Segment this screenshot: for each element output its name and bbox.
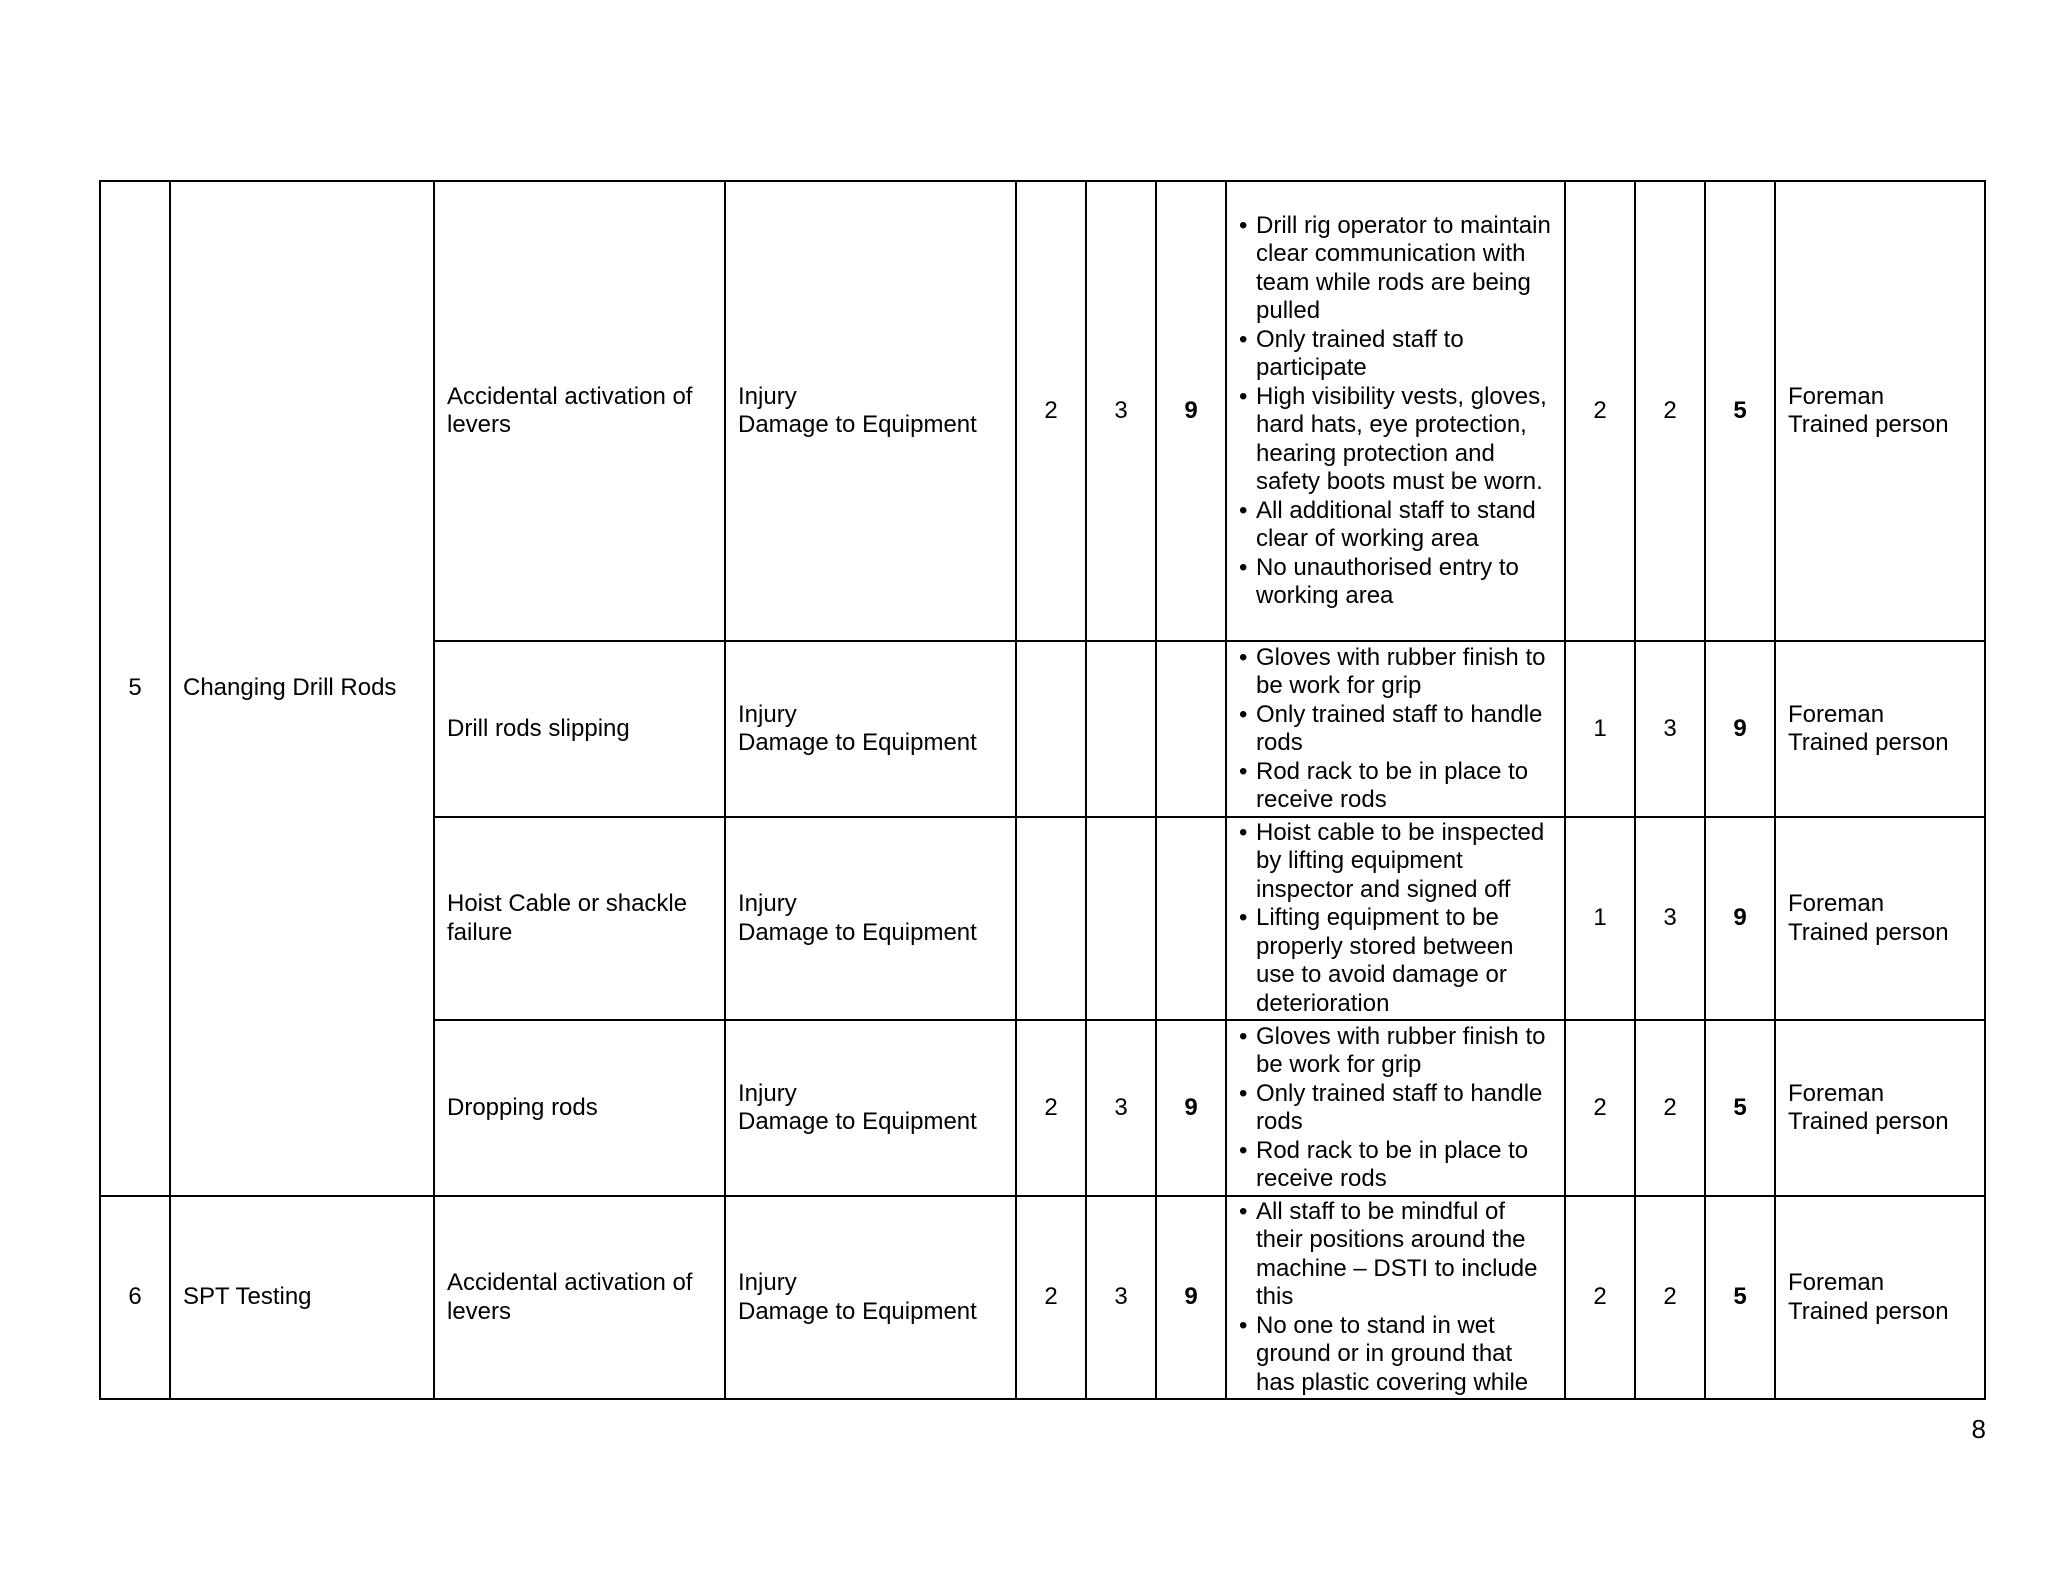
residual-likelihood-cell: 2: [1565, 1196, 1635, 1399]
control-measures-list: [1239, 819, 1552, 1019]
residual-risk-cell: 5: [1705, 1020, 1775, 1196]
responsible-cell: Foreman Trained person: [1775, 1020, 1985, 1196]
control-measures-cell: [1226, 817, 1565, 1020]
table-row: [100, 1196, 1985, 1399]
risk-assessment-table: [99, 180, 1986, 1400]
control-measures-list: [1239, 212, 1552, 611]
control-measures-cell: [1226, 1196, 1565, 1399]
residual-likelihood-cell: 1: [1565, 817, 1635, 1020]
residual-severity-cell: 3: [1635, 641, 1705, 817]
consequence-cell: Injury Damage to Equipment: [725, 181, 1016, 641]
residual-likelihood-cell: 2: [1565, 181, 1635, 641]
consequence-cell: Injury Damage to Equipment: [725, 641, 1016, 817]
residual-severity-cell: 2: [1635, 1196, 1705, 1399]
page-number: 8: [1971, 1414, 1986, 1444]
likelihood-cell: [1016, 817, 1086, 1020]
residual-risk-cell: 5: [1705, 1196, 1775, 1399]
list-item: • Only trained staff to participate: [1239, 326, 1552, 383]
control-measures-list: [1239, 1023, 1552, 1194]
list-item: • No one to stand in wet ground or in ground that has plastic covering while: [1239, 1312, 1552, 1398]
risk-rating-cell: 9: [1156, 181, 1226, 641]
control-measures-list: [1239, 1198, 1552, 1398]
residual-risk-cell: 5: [1705, 181, 1775, 641]
control-measures-cell: [1226, 1020, 1565, 1196]
list-item: • No unauthorised entry to working area: [1239, 554, 1552, 611]
risk-rating-cell: 9: [1156, 1196, 1226, 1399]
hazard-cell: Accidental activation of levers: [434, 181, 725, 641]
residual-risk-cell: 9: [1705, 817, 1775, 1020]
residual-likelihood-cell: 1: [1565, 641, 1635, 817]
table-row: [100, 181, 1985, 641]
list-item: • Gloves with rubber finish to be work for grip: [1239, 644, 1552, 701]
list-item: • Hoist cable to be inspected by lifting equipment inspector and signed off: [1239, 819, 1552, 905]
hazard-cell: Dropping rods: [434, 1020, 725, 1196]
residual-risk-cell: 9: [1705, 641, 1775, 817]
control-measures-cell: [1226, 641, 1565, 817]
hazard-cell: Hoist Cable or shackle failure: [434, 817, 725, 1020]
likelihood-cell: [1016, 641, 1086, 817]
residual-severity-cell: 3: [1635, 817, 1705, 1020]
list-item: • Gloves with rubber finish to be work for grip: [1239, 1023, 1552, 1080]
likelihood-cell: 2: [1016, 1020, 1086, 1196]
hazard-cell: Accidental activation of levers: [434, 1196, 725, 1399]
list-item: • Lifting equipment to be properly stored between use to avoid damage or deterioration: [1239, 904, 1552, 1018]
list-item: • All staff to be mindful of their positions around the machine – DSTI to include this: [1239, 1198, 1552, 1312]
likelihood-cell: 2: [1016, 181, 1086, 641]
list-item: • Only trained staff to handle rods: [1239, 701, 1552, 758]
hazard-cell: Drill rods slipping: [434, 641, 725, 817]
responsible-cell: Foreman Trained person: [1775, 181, 1985, 641]
control-measures-cell: [1226, 181, 1565, 641]
list-item: • Drill rig operator to maintain clear communication with team while rods are being pulled: [1239, 212, 1552, 326]
severity-cell: 3: [1086, 1196, 1156, 1399]
responsible-cell: Foreman Trained person: [1775, 1196, 1985, 1399]
responsible-cell: Foreman Trained person: [1775, 641, 1985, 817]
residual-severity-cell: 2: [1635, 181, 1705, 641]
item-number: 6: [100, 1196, 170, 1399]
consequence-cell: Injury Damage to Equipment: [725, 817, 1016, 1020]
consequence-cell: Injury Damage to Equipment: [725, 1196, 1016, 1399]
activity-cell: SPT Testing: [170, 1196, 434, 1399]
list-item: • Rod rack to be in place to receive rods: [1239, 758, 1552, 815]
responsible-cell: Foreman Trained person: [1775, 817, 1985, 1020]
risk-rating-cell: [1156, 817, 1226, 1020]
severity-cell: 3: [1086, 181, 1156, 641]
item-number: 5: [100, 181, 170, 1196]
consequence-cell: Injury Damage to Equipment: [725, 1020, 1016, 1196]
residual-severity-cell: 2: [1635, 1020, 1705, 1196]
list-item: • High visibility vests, gloves, hard hats, eye protection, hearing protection and safety boots must be worn.: [1239, 383, 1552, 497]
severity-cell: [1086, 817, 1156, 1020]
list-item: • Rod rack to be in place to receive rods: [1239, 1137, 1552, 1194]
residual-likelihood-cell: 2: [1565, 1020, 1635, 1196]
list-item: • All additional staff to stand clear of working area: [1239, 497, 1552, 554]
severity-cell: 3: [1086, 1020, 1156, 1196]
list-item: • Only trained staff to handle rods: [1239, 1080, 1552, 1137]
likelihood-cell: 2: [1016, 1196, 1086, 1399]
control-measures-list: [1239, 644, 1552, 815]
risk-rating-cell: [1156, 641, 1226, 817]
severity-cell: [1086, 641, 1156, 817]
risk-rating-cell: 9: [1156, 1020, 1226, 1196]
activity-cell: Changing Drill Rods: [170, 181, 434, 1196]
